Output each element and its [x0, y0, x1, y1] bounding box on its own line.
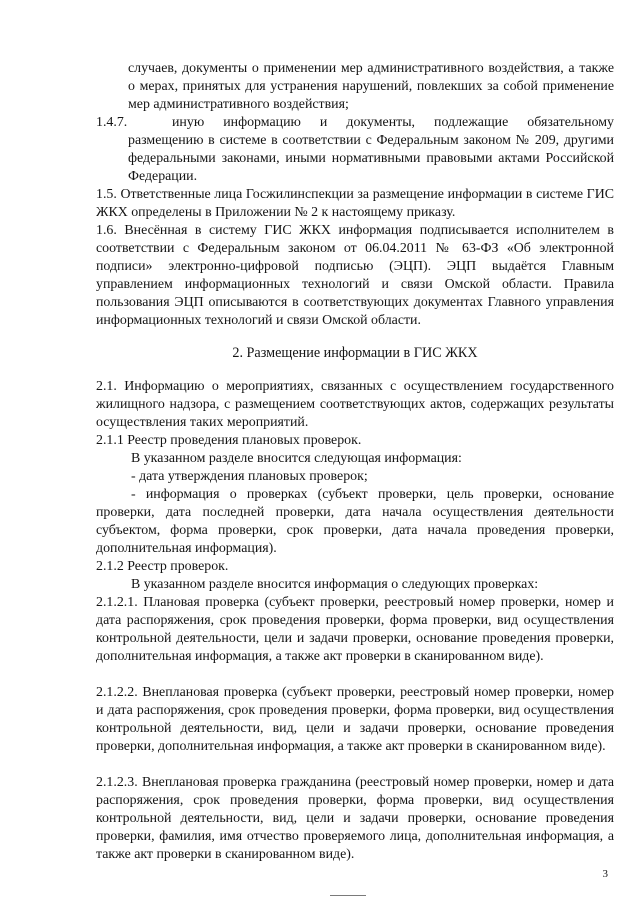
- paragraph-1-4-6-continuation: случаев, документы о применении мер административного воздействия, а также о мерах, принятых для устранения нарушений, повлекших за собой применение мер административного воздействия;: [128, 61, 614, 112]
- paragraph-2-1-1-intro: В указанном разделе вносится следующая информация:: [131, 451, 462, 466]
- item-number-1-4-7: 1.4.7.: [96, 115, 128, 130]
- paragraph-2-1-1: 2.1.1 Реестр проведения плановых проверок.: [96, 433, 362, 448]
- paragraph-2-1: 2.1. Информацию о мероприятиях, связанных с осуществлением государственного жилищного надзора, с размещением соответствующих актов, содержащих результаты осуществления таких мероприятий.: [96, 379, 614, 430]
- paragraph-2-1-2-2: 2.1.2.2. Внеплановая проверка (субъект проверки, реестровый номер проверки, номер и дата распоряжения, срок проведения проверки, форма проверки, вид осуществления контрольной деятельности, вид, цели и задачи проверки, основание проведения проверки, дополнительная информация, а также акт проверки в сканированном виде).: [96, 685, 614, 754]
- paragraph-1-5: 1.5. Ответственные лица Госжилинспекции за размещение информации в системе ГИС ЖКХ определены в Приложении № 2 к настоящему приказу.: [96, 187, 614, 220]
- page-number: 3: [602, 868, 608, 880]
- paragraph-2-1-2-3: 2.1.2.3. Внеплановая проверка гражданина (реестровый номер проверки, номер и дата распоряжения, срок проведения проверки, форма проверки, вид осуществления контрольной деятельности, вид, цели и задачи проверки, основание проведения проверки, фамилия, имя отчество проверяемого лица, дополнительная информация, а также акт проверки в сканированном виде).: [96, 775, 614, 862]
- paragraph-2-1-2-intro: В указанном разделе вносится информация о следующих проверках:: [131, 577, 539, 592]
- paragraph-1-4-7: иную информацию и документы, подлежащие обязательному размещению в системе в соответствии с Федеральным законом № 209, другими федеральными законами, иными нормативными правовыми актами Российской Федерации.: [128, 115, 614, 184]
- bottom-scan-mark: [330, 895, 366, 896]
- paragraph-2-1-2: 2.1.2 Реестр проверок.: [96, 559, 229, 574]
- paragraph-2-1-2-1: 2.1.2.1. Плановая проверка (субъект проверки, реестровый номер проверки, номер и дата распоряжения, срок проведения проверки, форма проверки, вид осуществления контрольной деятельности, цели и задачи проверки, основание проведения проверки, дополнительная информация, а также акт проверки в сканированном виде).: [96, 595, 614, 664]
- section-heading-2: 2. Размещение информации в ГИС ЖКХ: [232, 345, 478, 361]
- paragraph-2-1-1-bullet-info: - информация о проверках (субъект проверки, цель проверки, основание проверки, дата последней проверки, дата начала осуществления деятельности субъектом, форма проверки, срок проверки, дата начала проведения проверки, дополнительная информация).: [96, 487, 614, 556]
- paragraph-1-6: 1.6. Внесённая в систему ГИС ЖКХ информация подписывается исполнителем в соответствии с Федеральным законом от 06.04.2011 № 63-ФЗ «Об электронной подписи» электронно-цифровой подписью (ЭЦП). ЭЦП выдаётся Главным управлением информационных технологий и связи Омской области. Правила пользования ЭЦП описываются в соответствующих документах Главного управления информационных технологий и связи Омской области.: [96, 223, 614, 328]
- paragraph-2-1-1-bullet-date: - дата утверждения плановых проверок;: [131, 469, 368, 484]
